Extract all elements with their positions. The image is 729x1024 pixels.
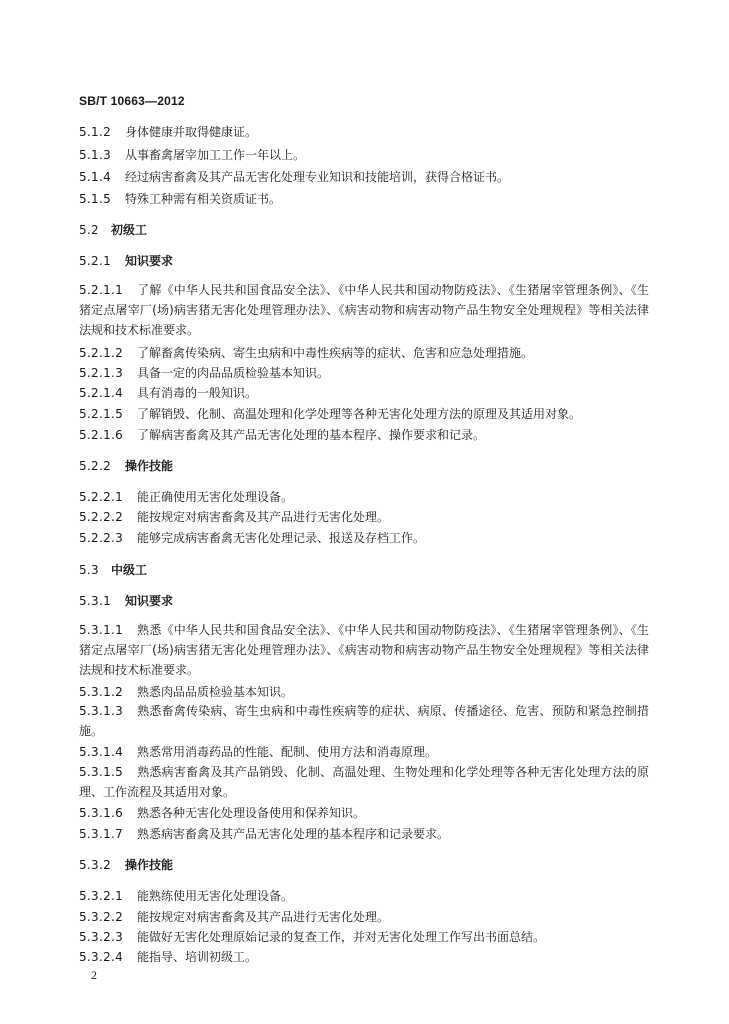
section-title: 操作技能 <box>125 459 174 473</box>
clause-text: 具备一定的肉品品质检验基本知识。 <box>137 366 330 380</box>
clause-5-3-1-1 <box>79 620 649 680</box>
clause-5-2-2-1 <box>79 490 293 504</box>
section-number: 5.2 <box>79 223 99 237</box>
clause-5-2-1-1 <box>79 280 649 340</box>
clause-text: 从事畜禽屠宰加工工作一年以上。 <box>125 148 306 162</box>
clause-number: 5.2.2.2 <box>79 510 124 524</box>
clause-number: 5.2.1.4 <box>79 386 124 400</box>
section-5-3-heading <box>79 563 147 577</box>
clause-number: 5.1.5 <box>79 192 112 206</box>
clause-number: 5.3.1.2 <box>79 685 124 699</box>
page-number: 2 <box>91 968 97 982</box>
section-5-3-2-heading <box>79 858 173 872</box>
clause-text: 经过病害畜禽及其产品无害化处理专业知识和技能培训，获得合格证书。 <box>125 170 510 184</box>
clause-text: 熟悉常用消毒药品的性能、配制、使用方法和消毒原理。 <box>137 745 438 759</box>
clause-5-3-1-3 <box>79 701 649 741</box>
standard-code-header: SB/T 10663—2012 <box>79 94 185 108</box>
clause-text: 能指导、培训初级工。 <box>137 950 258 964</box>
clause-number: 5.3.2.4 <box>79 950 124 964</box>
clause-number: 5.2.1.1 <box>79 283 124 297</box>
clause-text: 身体健康并取得健康证。 <box>125 125 258 139</box>
clause-text: 熟悉《中华人民共和国食品安全法》、《中华人民共和国动物防疫法》、《生猪屠宰管理条例》、《生猪定点屠宰厂(场)病害猪无害化处理管理办法》、《病害动物和病害动物产品生物安全处理规程》等相关法律法规和技术标准要求。 <box>79 623 649 677</box>
clause-5-3-2-2 <box>79 910 389 924</box>
clause-5-2-2-2 <box>79 510 389 524</box>
clause-number: 5.3.2.2 <box>79 910 124 924</box>
clause-text: 熟悉肉品品质检验基本知识。 <box>137 685 294 699</box>
clause-text: 了解畜禽传染病、寄生虫病和中毒性疾病等的症状、危害和应急处理措施。 <box>137 346 534 360</box>
clause-number: 5.3.1.3 <box>79 704 124 718</box>
section-5-3-1-heading <box>79 594 173 608</box>
clause-number: 5.2.1.6 <box>79 428 124 442</box>
clause-5-2-1-2 <box>79 346 533 360</box>
clause-text: 具有消毒的一般知识。 <box>137 386 258 400</box>
clause-number: 5.3.1.7 <box>79 827 124 841</box>
clause-5-3-1-6 <box>79 806 365 820</box>
clause-text: 熟悉畜禽传染病、寄生虫病和中毒性疾病等的症状、病原、传播途径、危害、预防和紧急控制措施。 <box>79 704 649 738</box>
clause-5-3-2-1 <box>79 889 293 903</box>
clause-text: 熟悉病害畜禽及其产品销毁、化制、高温处理、生物处理和化学处理等各种无害化处理方法的原理、工作流程及其适用对象。 <box>79 765 649 799</box>
clause-number: 5.2.2.1 <box>79 490 124 504</box>
clause-number: 5.3.1.4 <box>79 745 124 759</box>
clause-text: 能按规定对病害畜禽及其产品进行无害化处理。 <box>137 910 390 924</box>
clause-5-2-1-3 <box>79 366 329 380</box>
clause-number: 5.2.1.5 <box>79 407 124 421</box>
clause-number: 5.2.2.3 <box>79 531 124 545</box>
clause-5-3-1-4 <box>79 745 437 759</box>
clause-text: 能熟练使用无害化处理设备。 <box>137 889 294 903</box>
clause-text: 了解病害畜禽及其产品无害化处理的基本程序、操作要求和记录。 <box>137 428 486 442</box>
clause-5-3-1-2 <box>79 685 293 699</box>
clause-5-3-2-4 <box>79 950 257 964</box>
section-number: 5.3.1 <box>79 594 112 608</box>
clause-5-1-5 <box>79 192 281 206</box>
clause-text: 了解《中华人民共和国食品安全法》、《中华人民共和国动物防疫法》、《生猪屠宰管理条例》、《生猪定点屠宰厂(场)病害猪无害化处理管理办法》、《病害动物和病害动物产品生物安全处理规程》等相关法律法规和技术标准要求。 <box>79 283 649 337</box>
clause-number: 5.2.1.3 <box>79 366 124 380</box>
clause-text: 能做好无害化处理原始记录的复查工作，并对无害化处理工作写出书面总结。 <box>137 930 546 944</box>
section-5-2-1-heading <box>79 254 173 268</box>
clause-number: 5.1.2 <box>79 125 112 139</box>
section-5-2-heading <box>79 223 147 237</box>
clause-5-2-1-5 <box>79 407 581 421</box>
clause-number: 5.3.2.3 <box>79 930 124 944</box>
clause-5-3-1-7 <box>79 827 449 841</box>
clause-text: 熟悉病害畜禽及其产品无害化处理的基本程序和记录要求。 <box>137 827 450 841</box>
clause-number: 5.1.4 <box>79 170 112 184</box>
clause-5-1-2 <box>79 125 257 139</box>
section-title: 操作技能 <box>125 858 174 872</box>
clause-5-1-3 <box>79 148 305 162</box>
section-number: 5.3.2 <box>79 858 112 872</box>
clause-number: 5.3.1.5 <box>79 765 124 779</box>
clause-text: 特殊工种需有相关资质证书。 <box>125 192 282 206</box>
section-title: 知识要求 <box>125 594 174 608</box>
clause-text: 能按规定对病害畜禽及其产品进行无害化处理。 <box>137 510 390 524</box>
clause-number: 5.3.2.1 <box>79 889 124 903</box>
clause-number: 5.3.1.1 <box>79 623 124 637</box>
clause-5-3-1-5 <box>79 762 649 802</box>
section-title: 中级工 <box>111 563 148 577</box>
clause-number: 5.3.1.6 <box>79 806 124 820</box>
section-title: 知识要求 <box>125 254 174 268</box>
section-title: 初级工 <box>111 223 148 237</box>
clause-5-3-2-3 <box>79 930 545 944</box>
clause-number: 5.1.3 <box>79 148 112 162</box>
section-number: 5.2.1 <box>79 254 112 268</box>
clause-5-2-1-6 <box>79 428 485 442</box>
section-5-2-2-heading <box>79 459 173 473</box>
clause-text: 能正确使用无害化处理设备。 <box>137 490 294 504</box>
clause-text: 能够完成病害畜禽无害化处理记录、报送及存档工作。 <box>137 531 426 545</box>
clause-number: 5.2.1.2 <box>79 346 124 360</box>
clause-5-1-4 <box>79 170 509 184</box>
section-number: 5.2.2 <box>79 459 112 473</box>
section-number: 5.3 <box>79 563 99 577</box>
clause-text: 熟悉各种无害化处理设备使用和保养知识。 <box>137 806 366 820</box>
clause-text: 了解销毁、化制、高温处理和化学处理等各种无害化处理方法的原理及其适用对象。 <box>137 407 582 421</box>
clause-5-2-1-4 <box>79 386 257 400</box>
clause-5-2-2-3 <box>79 531 425 545</box>
